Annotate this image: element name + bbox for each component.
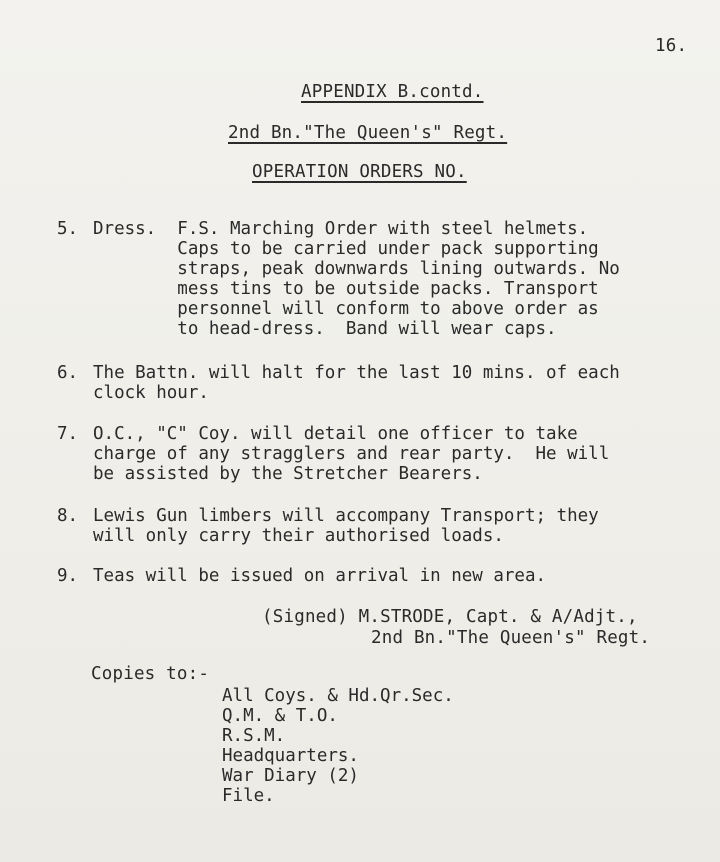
- copies-list: [222, 686, 454, 806]
- paragraph-line: Caps to be carried under pack supporting: [93, 239, 599, 259]
- paragraph-line: Dress. F.S. Marching Order with steel helmets.: [93, 219, 589, 239]
- paragraph-line: clock hour.: [93, 383, 209, 403]
- signature-line-2: 2nd Bn."The Queen's" Regt.: [371, 628, 651, 648]
- paragraph-line: to head-dress. Band will wear caps.: [93, 319, 557, 339]
- paragraph-line: will only carry their authorised loads.: [93, 526, 504, 546]
- list-item: File.: [222, 786, 275, 806]
- paragraph-number: 8.: [57, 506, 79, 526]
- paragraph-line: personnel will conform to above order as: [93, 299, 599, 319]
- unit-heading: 2nd Bn."The Queen's" Regt.: [228, 123, 508, 143]
- paragraph-number: 6.: [57, 363, 79, 383]
- list-item: R.S.M.: [222, 726, 286, 746]
- page-number: 16.: [655, 36, 688, 56]
- paragraph-number: 5.: [57, 219, 79, 239]
- list-item: All Coys. & Hd.Qr.Sec.: [222, 686, 454, 706]
- paragraph-line: charge of any stragglers and rear party. He will: [93, 444, 610, 464]
- paragraph-number: 7.: [57, 424, 79, 444]
- paragraph-line: be assisted by the Stretcher Bearers.: [93, 464, 483, 484]
- copies-label: Copies to:-: [91, 664, 210, 684]
- paragraph-line: The Battn. will halt for the last 10 mins. of each: [93, 363, 620, 383]
- paragraph-line: straps, peak downwards lining outwards. No: [93, 259, 620, 279]
- list-item: Headquarters.: [222, 746, 359, 766]
- paragraph-line: O.C., "C" Coy. will detail one officer to take: [93, 424, 578, 444]
- paragraph-line: Lewis Gun limbers will accompany Transport; they: [93, 506, 599, 526]
- operation-orders-title: OPERATION ORDERS NO.: [252, 162, 467, 182]
- list-item: Q.M. & T.O.: [222, 706, 338, 726]
- paragraph-line: Teas will be issued on arrival in new area.: [93, 566, 547, 586]
- list-item: War Diary (2): [222, 766, 359, 786]
- signature-line-1: (Signed) M.STRODE, Capt. & A/Adjt.,: [262, 607, 638, 627]
- appendix-heading: APPENDIX B.contd.: [301, 82, 484, 102]
- paragraph-line: mess tins to be outside packs. Transport: [93, 279, 599, 299]
- paragraph-number: 9.: [57, 566, 79, 586]
